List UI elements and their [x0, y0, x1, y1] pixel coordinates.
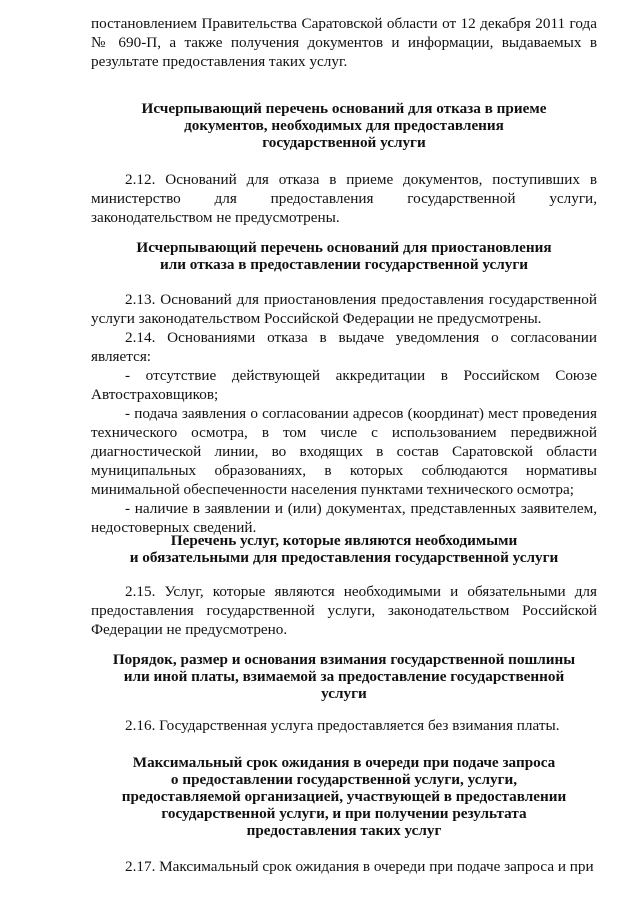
paragraph-2-13: 2.13. Оснований для приостановления предоставления государственной услуги законодательством Российской Федерации не предусмотрены.	[91, 291, 597, 327]
list-item: - наличие в заявлении и (или) документах, представленных заявителем, недостоверных сведений.	[91, 500, 597, 536]
paragraph-2-16: 2.16. Государственная услуга предоставляется без взимания платы.	[125, 717, 560, 734]
heading-line: предоставляемой организацией, участвующей в предоставлении	[121, 788, 567, 805]
continuation-paragraph: постановлением Правительства Саратовской области от 12 декабря 2011 года № 690-П, а также получения документов и информации, выдаваемых в результате предоставления таких услуг.	[91, 15, 597, 70]
heading-line: предоставления таких услуг	[246, 822, 442, 839]
heading-line: документов, необходимых для предоставления	[184, 117, 504, 134]
list-item: - подача заявления о согласовании адресов (координат) мест проведения технического осмотра, в том числе с использованием передвижной диагностической линии, во входящих в состав Саратовской области муниципальных образованиях, в которых соблюдаются нормативы минимальной обеспеченности населения пунктами технического осмотра;	[91, 405, 597, 498]
heading-line: Перечень услуг, которые являются необходимыми	[170, 532, 518, 549]
paragraph-2-17: 2.17. Максимальный срок ожидания в очереди при подаче запроса и при	[125, 858, 594, 875]
paragraph-2-12: 2.12. Оснований для отказа в приеме документов, поступивших в министерство для предоставления государственной услуги, законодательством не предусмотрены.	[91, 171, 597, 226]
heading-line: услуги	[321, 685, 367, 702]
list-item: - отсутствие действующей аккредитации в Российском Союзе Автостраховщиков;	[91, 367, 597, 403]
section-heading-suspension-refusal	[91, 239, 597, 273]
heading-line: государственной услуги	[262, 134, 426, 151]
heading-line: Исчерпывающий перечень оснований для приостановления	[136, 239, 552, 256]
heading-line: или отказа в предоставлении государственной услуги	[159, 256, 528, 273]
section-heading-refusal-documents	[91, 100, 597, 151]
heading-line: и обязательными для предоставления государственной услуги	[129, 549, 559, 566]
heading-line: Порядок, размер и основания взимания государственной пошлины	[112, 651, 576, 668]
section-heading-queue-time	[91, 754, 597, 839]
paragraph-2-14: 2.14. Основаниями отказа в выдаче уведомления о согласовании является:	[91, 329, 597, 365]
heading-line: Исчерпывающий перечень оснований для отказа в приеме	[141, 100, 547, 117]
heading-line: о предоставлении государственной услуги, услуги,	[170, 771, 518, 788]
heading-line: или иной платы, взимаемой за предоставление государственной	[123, 668, 565, 685]
paragraph-2-15: 2.15. Услуг, которые являются необходимыми и обязательными для предоставления государственной услуги, законодательством Российской Федерации не предусмотрено.	[91, 583, 597, 638]
section-body-suspension-refusal	[91, 290, 597, 537]
section-heading-state-fee	[91, 651, 597, 702]
section-heading-necessary-services	[91, 532, 597, 566]
heading-line: государственной услуги, и при получении результата	[161, 805, 527, 822]
heading-line: Максимальный срок ожидания в очереди при подаче запроса	[132, 754, 556, 771]
